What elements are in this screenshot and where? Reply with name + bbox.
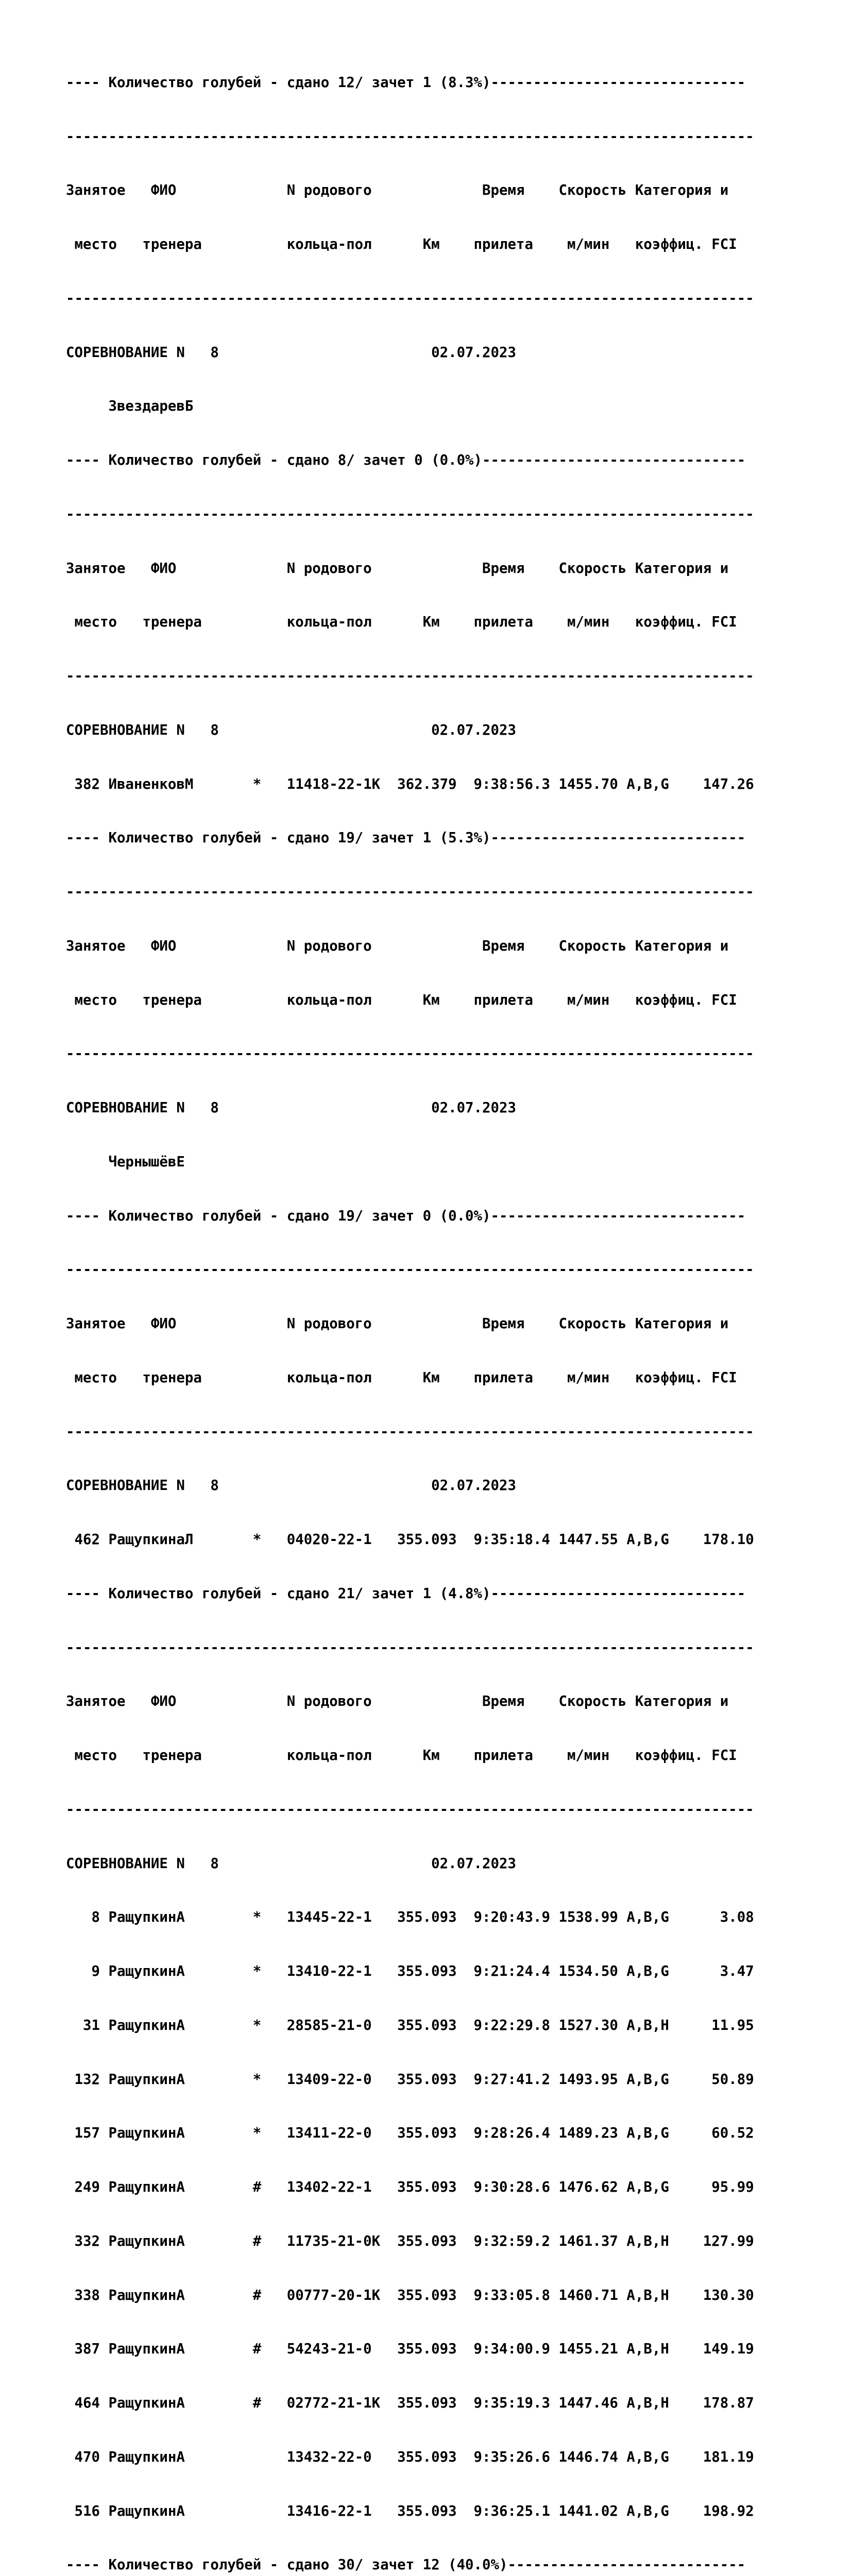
text-line: место тренера кольца-пол Км прилета м/мин коэффиц. FCI [66,236,737,253]
text-line: место тренера кольца-пол Км прилета м/мин коэффиц. FCI [66,1369,737,1386]
text-line: место тренера кольца-пол Км прилета м/мин коэффиц. FCI [66,614,737,631]
text-line: СОРЕВНОВАНИЕ N 8 02.07.2023 [66,1478,516,1494]
text-line: --------------------------------------------------------------------------------- [66,668,754,685]
text-line: 338 РащупкинА # 00777-20-1K 355.093 9:33:05.8 1460.71 A,B,H 130.30 [66,2287,754,2303]
text-line: 157 РащупкинА * 13411-22-0 355.093 9:28:26.4 1489.23 A,B,G 60.52 [66,2125,754,2142]
text-line: --------------------------------------------------------------------------------- [66,1046,754,1062]
text-line: --------------------------------------------------------------------------------- [66,128,754,145]
text-line: ЧернышёвЕ [66,1154,185,1170]
text-line: --------------------------------------------------------------------------------- [66,884,754,901]
text-line: ---- Количество голубей - сдано 19/ зачет 1 (5.3%)------------------------------ [66,830,746,846]
text-line: 31 РащупкинА * 28585-21-0 355.093 9:22:29.8 1527.30 A,B,H 11.95 [66,2017,754,2033]
text-line: --------------------------------------------------------------------------------- [66,1801,754,1818]
text-line: --------------------------------------------------------------------------------- [66,290,754,307]
text-line: Занятое ФИО N родового Время Скорость Категория и [66,560,729,577]
text-line: 249 РащупкинА # 13402-22-1 355.093 9:30:28.6 1476.62 A,B,G 95.99 [66,2179,754,2196]
text-line: Занятое ФИО N родового Время Скорость Категория и [66,182,729,199]
text-line: ---- Количество голубей - сдано 21/ зачет 1 (4.8%)------------------------------ [66,1585,746,1602]
text-line: ---- Количество голубей - сдано 19/ зачет 0 (0.0%)------------------------------ [66,1208,746,1224]
text-line: ---- Количество голубей - сдано 12/ зачет 1 (8.3%)------------------------------ [66,74,746,91]
text-line: 387 РащупкинА # 54243-21-0 355.093 9:34:00.9 1455.21 A,B,H 149.19 [66,2341,754,2358]
text-line: --------------------------------------------------------------------------------- [66,1262,754,1278]
text-line: 8 РащупкинА * 13445-22-1 355.093 9:20:43.9 1538.99 A,B,G 3.08 [66,1909,754,1926]
text-line: Занятое ФИО N родового Время Скорость Категория и [66,938,729,954]
text-line: --------------------------------------------------------------------------------- [66,1423,754,1440]
text-line: 516 РащупкинА 13416-22-1 355.093 9:36:25.1 1441.02 A,B,G 198.92 [66,2503,754,2519]
text-line: Занятое ФИО N родового Время Скорость Категория и [66,1316,729,1332]
text-line: 462 РащупкинаЛ * 04020-22-1 355.093 9:35:18.4 1447.55 A,B,G 178.10 [66,1532,754,1548]
text-line: место тренера кольца-пол Км прилета м/мин коэффиц. FCI [66,1748,737,1764]
text-line: 470 РащупкинА 13432-22-0 355.093 9:35:26.6 1446.74 A,B,G 181.19 [66,2449,754,2465]
text-line: 9 РащупкинА * 13410-22-1 355.093 9:21:24.4 1534.50 A,B,G 3.47 [66,1963,754,1980]
text-line: 332 РащупкинА # 11735-21-0K 355.093 9:32:59.2 1461.37 A,B,H 127.99 [66,2233,754,2249]
text-line: --------------------------------------------------------------------------------- [66,506,754,522]
text-line: 132 РащупкинА * 13409-22-0 355.093 9:27:41.2 1493.95 A,B,G 50.89 [66,2071,754,2088]
text-line: СОРЕВНОВАНИЕ N 8 02.07.2023 [66,1100,516,1116]
text-line: 464 РащупкинА # 02772-21-1K 355.093 9:35:19.3 1447.46 A,B,H 178.87 [66,2395,754,2412]
text-line: СОРЕВНОВАНИЕ N 8 02.07.2023 [66,344,516,361]
text-line: --------------------------------------------------------------------------------- [66,1639,754,1656]
text-line: Занятое ФИО N родового Время Скорость Категория и [66,1693,729,1710]
text-line: место тренера кольца-пол Км прилета м/мин коэффиц. FCI [66,992,737,1008]
results-document [66,38,839,2576]
text-line: СОРЕВНОВАНИЕ N 8 02.07.2023 [66,722,516,738]
text-line: ---- Количество голубей - сдано 30/ зачет 12 (40.0%)---------------------------- [66,2557,746,2573]
text-line: ---- Количество голубей - сдано 8/ зачет 0 (0.0%)------------------------------- [66,452,746,469]
text-line: 382 ИваненковМ * 11418-22-1K 362.379 9:38:56.3 1455.70 A,B,G 147.26 [66,776,754,792]
text-line: СОРЕВНОВАНИЕ N 8 02.07.2023 [66,1855,516,1872]
text-line: ЗвездаревБ [66,398,194,415]
